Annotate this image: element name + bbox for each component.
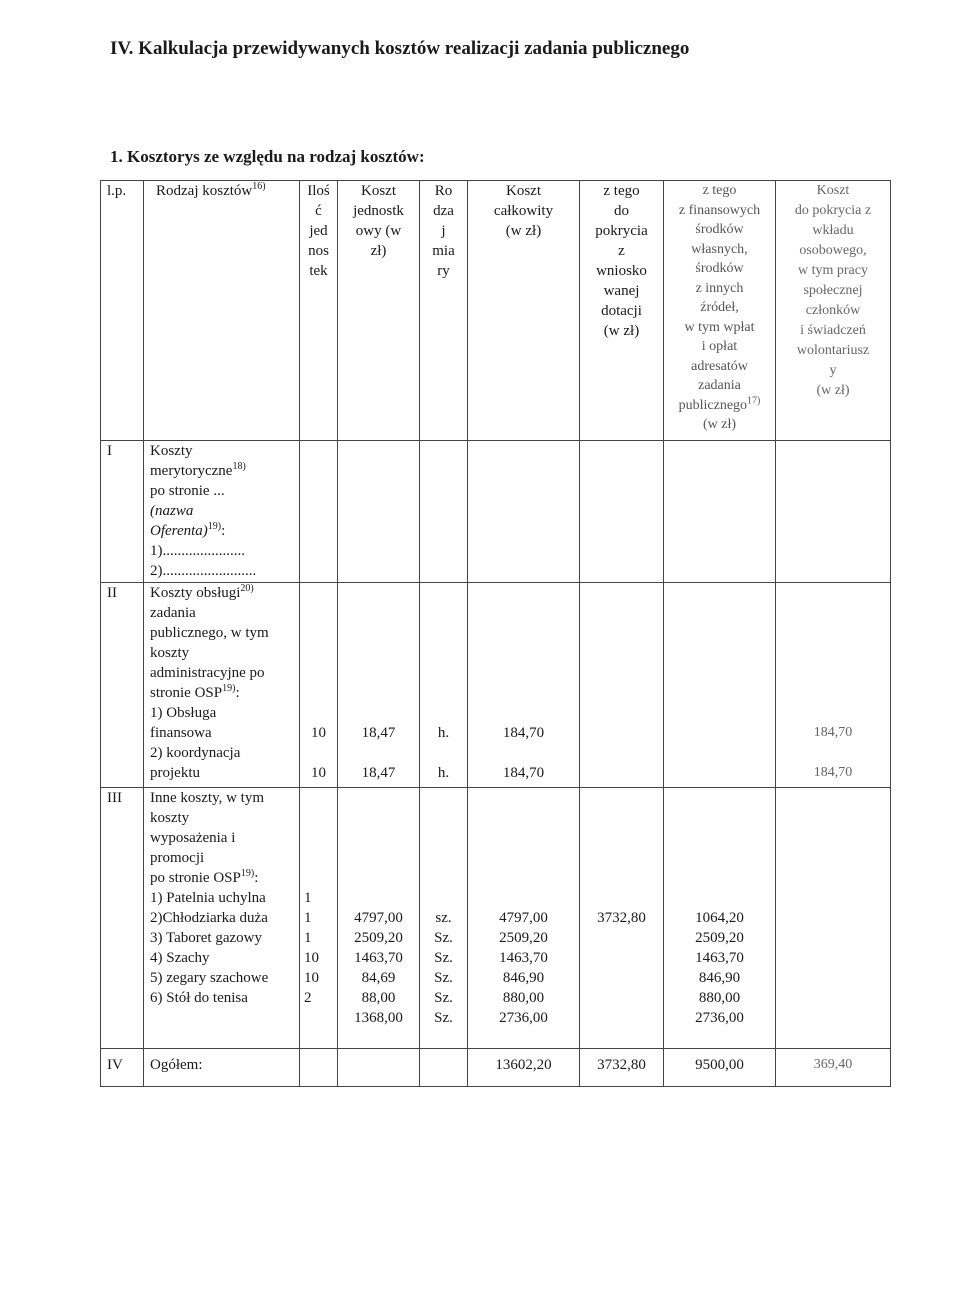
section-row-service [101,583,891,788]
volunteer-total: 369,40 [776,1049,891,1087]
header-quantity: Iloś ć jed nos tek [300,181,338,441]
total-cost-cell: 4797,00 2509,20 1463,70 846,90 880,00 2736,00 [468,788,580,1049]
header-unit-cost: Koszt jednostk owy (w zł) [338,181,420,441]
header-total-cost: Koszt całkowity (w zł) [468,181,580,441]
header-lp: l.p. [101,181,144,441]
volunteer-cell: 184,70 184,70 [776,583,891,788]
grand-total: 13602,20 [468,1049,580,1087]
grant-total: 3732,80 [580,1049,664,1087]
header-volunteer-contribution: Koszt do pokrycia z wkładu osobowego, w tym pracy społecznej członków i świadczeń wolontariusz y (w zł) [776,181,891,441]
total-row [101,1049,891,1087]
section-description: Koszty merytoryczne$^{18)}$ po stronie ... (nazwa Oferenta)$^{19)}$: 1)...................... 2)......................... [144,441,300,583]
section-number: III [101,788,144,1049]
list-item: 1) Patelnia uchylna [150,890,266,906]
list-item: 3) Taboret gazowy [150,930,262,946]
section-row-other [101,788,891,1049]
header-measure-type: Ro dza j mia ry [420,181,468,441]
grant-cell: 3732,80 [580,788,664,1049]
section-title: IV. Kalkulacja przewidywanych kosztów realizacji zadania publicznego [110,38,690,59]
section-row-merit [101,441,891,583]
measure-cell: sz. Sz. Sz. Sz. Sz. Sz. [420,788,468,1049]
own-funds-cell: 1064,20 2509,20 1463,70 846,90 880,00 2736,00 [664,788,776,1049]
header-cost-type: Rodzaj kosztów$^{16)}$ [144,181,300,441]
table-caption: 1. Kosztorys ze względu na rodzaj kosztów: [110,147,425,166]
section-description: Inne koszty, w tym koszty wyposażenia i promocji po stronie OSP$^{19)}$: 1) Patelnia uchylna 2)Chłodziarka duża 3) Taboret gazowy 4) Szachy 5) zegary szachowe 6) Stół do tenisa [144,788,300,1049]
unit-cost-cell: 18,47 18,47 [338,583,420,788]
cost-estimate-table [100,180,891,1087]
list-item: 2)Chłodziarka duża [150,910,268,926]
section-description: Koszty obsługi$^{20)}$ zadania publicznego, w tym koszty administracyjne po stronie OSP$^{19)}$: 1) Obsługa finansowa 2) koordynacja projektu [144,583,300,788]
header-grant-coverage: z tego do pokrycia z wniosko wanej dotacji (w zł) [580,181,664,441]
quantity-cell: 1 1 1 10 10 2 [300,788,338,1049]
list-item: 4) Szachy [150,950,210,966]
quantity-cell: 10 10 [300,583,338,788]
unit-cost-cell: 4797,00 2509,20 1463,70 84,69 88,00 1368,00 [338,788,420,1049]
total-cost-cell: 184,70 184,70 [468,583,580,788]
section-number: II [101,583,144,788]
header-own-funds: z tego z finansowych środków własnych, środków z innych źródeł, w tym wpłat i opłat adresatów zadania publicznego$^{17)}$ (w zł) [664,181,776,441]
list-item: 5) zegary szachowe [150,970,269,986]
table-header-row [101,181,891,441]
section-number: I [101,441,144,583]
measure-cell: h. h. [420,583,468,788]
own-funds-total: 9500,00 [664,1049,776,1087]
total-label: Ogółem: [144,1049,300,1087]
list-item: 6) Stół do tenisa [150,990,248,1006]
section-number: IV [101,1049,144,1087]
